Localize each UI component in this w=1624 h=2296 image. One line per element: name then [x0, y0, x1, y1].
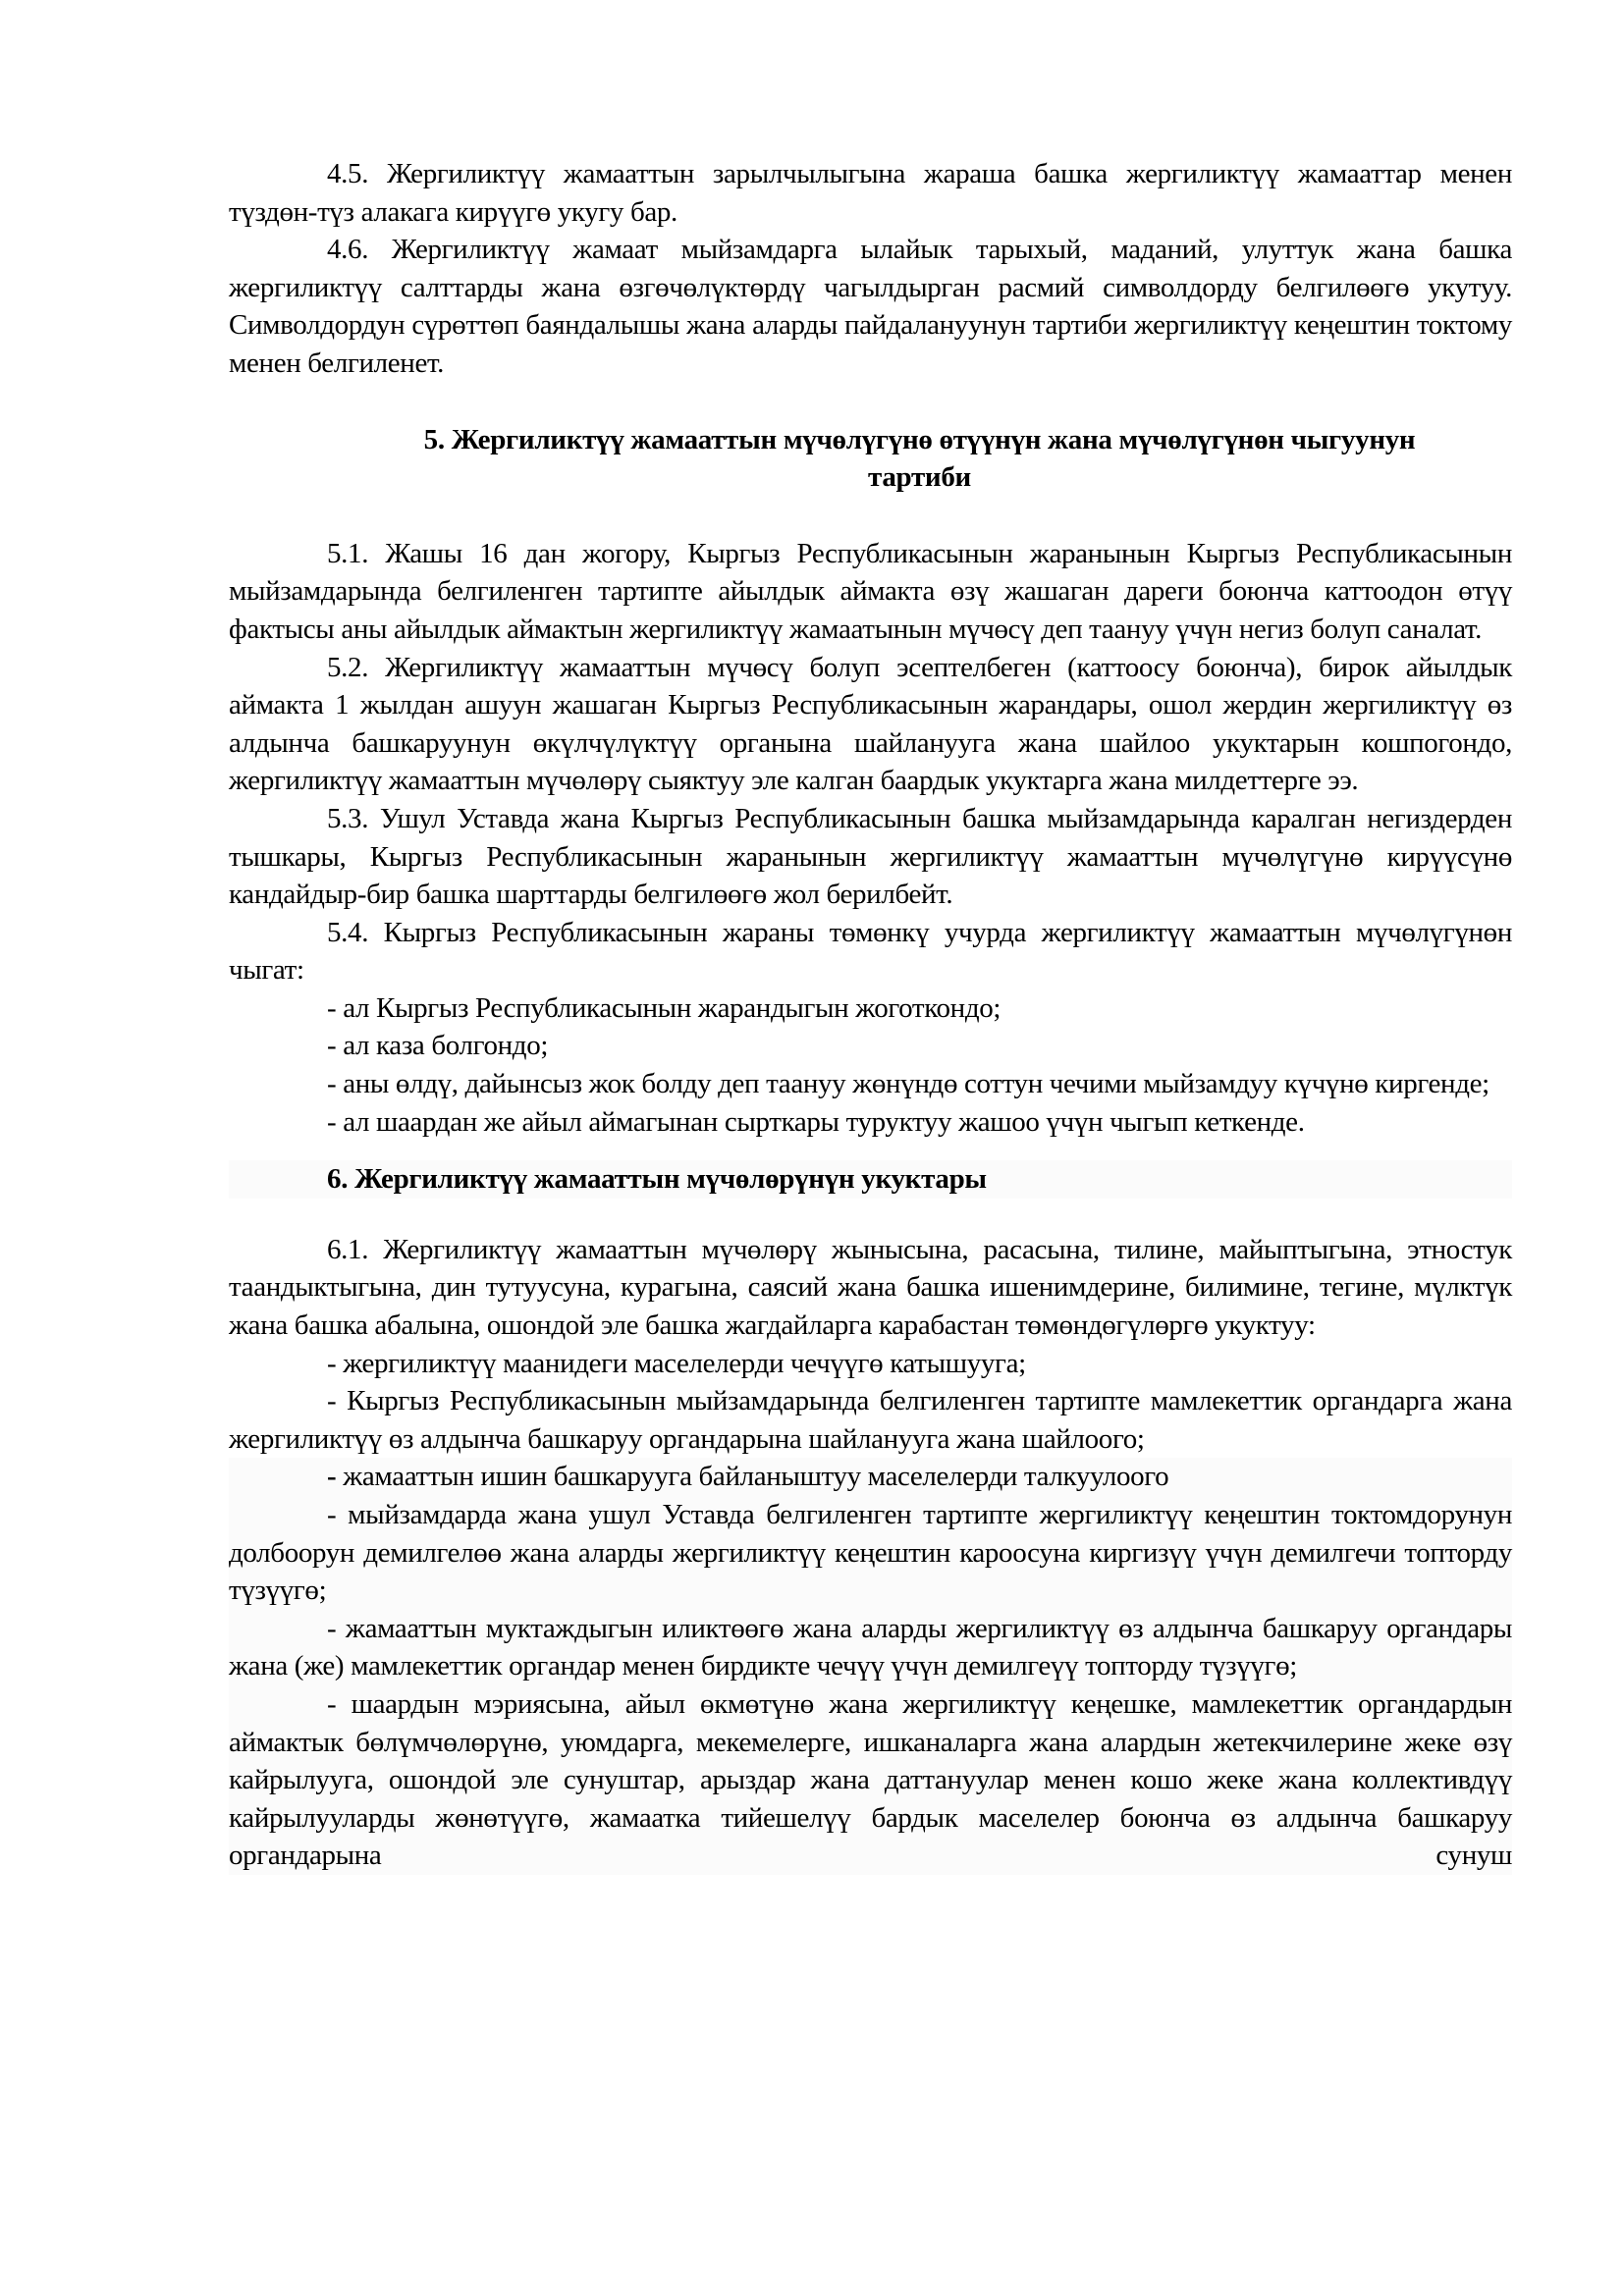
spacer — [229, 1141, 1512, 1160]
section-5-heading-line1: 5. Жергиликтүү жамааттын мүчөлүгүнө өтүүнүн жана мүчөлүгүнөн чыгуунун — [423, 423, 1416, 455]
list-item-5-4-d: - ал шаардан же айыл аймагынан сырткары туруктуу жашоо үчүн чыгып кеткенде. — [327, 1105, 1305, 1138]
shaded-block — [229, 1458, 1512, 1875]
section-5-heading-line2: тартиби — [868, 461, 971, 494]
document-page — [229, 155, 1512, 1875]
list-item-6-1-c-text: жамааттын ишин башкарууга байланыштуу маселелерди талкуулоого — [336, 1461, 1169, 1493]
list-item-6-1-d: - мыйзамдарда жана ушул Уставда белгиленген тартипте жергиликтүү кеңештин токтомдорунун долбоорун демилгелөө жана аларды жергиликтүү кеңештин кароосуна киргизүү үчүн демилгечи топторду түзүүгө; — [229, 1499, 1512, 1607]
spacer — [229, 497, 1512, 535]
section-5-heading — [229, 421, 1512, 497]
list-item-6-1-c — [229, 1458, 1512, 1496]
list-item-5-4-c: - аны өлдү, дайынсыз жок болду деп таануу жөнүндө соттун чечими мыйзамдуу күчүнө киргенде; — [327, 1068, 1489, 1100]
spacer — [229, 1199, 1512, 1231]
list-item-5-4-b: - ал каза болгондо; — [327, 1030, 549, 1062]
paragraph-4-6: 4.6. Жергиликтүү жамаат мыйзамдарга ылайык тарыхый, маданий, улуттук жана башка жергиликтүү салттарды жана өзгөчөлүктөрдү чагылдырган расмий символдорду белгилөөгө укутуу. Символдордун сүрөттөп баяндалышы жана аларды пайдалануунун тартиби жергиликтүү кеңештин токтому менен белгиленет. — [229, 234, 1512, 379]
list-item-5-4-a: - ал Кыргыз Республикасынын жарандыгын жоготкондо; — [327, 991, 1001, 1024]
paragraph-5-2: 5.2. Жергиликтүү жамааттын мүчөсү болуп эсептелбеген (каттоосу боюнча), бирок айылдык аймакта 1 жылдан ашуун жашаган Кыргыз Республикасынын жарандары, ошол жердин жергиликтүү өз алдынча башкаруунун өкүлчүлүктүү органына шайланууга жана шайлоо укуктарын кошпогондо, жергиликтүү жамааттын мүчөлөрү сыяктуу эле калган баардык укуктарга жана милдеттерге ээ. — [229, 651, 1512, 797]
paragraph-5-1: 5.1. Жашы 16 дан жогору, Кыргыз Республикасынын жаранынын Кыргыз Республикасынын мыйзамдарында белгиленген тартипте айылдык аймакта өзү жашаган дареги боюнча каттоодон өтүү фактысы аны айылдык аймактын жергиликтүү жамаатынын мүчөсү деп таануу үчүн негиз болуп саналат. — [229, 537, 1512, 645]
paragraph-6-1: 6.1. Жергиликтүү жамааттын мүчөлөрү жынысына, расасына, тилине, майыптыгына, этностук таандыктыгына, дин тутуусуна, курагына, саясий жана башка ишенимдерине, билимине, тегине, мүлктүк жана башка абалына, ошондой эле башка жагдайларга карабастан төмөндөгүлөргө укуктуу: — [229, 1233, 1512, 1342]
list-item-6-1-e: - жамааттын муктаждыгын иликтөөгө жана аларды жергиликтүү өз алдынча башкаруу органдары жана (же) мамлекеттик органдар менен бирдикте чечүү үчүн демилгеүү топторду түзүүгө; — [229, 1612, 1512, 1682]
spacer — [229, 383, 1512, 421]
paragraph-5-3: 5.3. Ушул Уставда жана Кыргыз Республикасынын башка мыйзамдарында каралган негиздерден тышкары, Кыргыз Республикасынын жаранынын жергиликтүү жамааттын мүчөлүгүнө кирүүсүнө кандайдыр-бир башка шарттарды белгилөөгө жол берилбейт. — [229, 802, 1512, 911]
list-item-6-1-a: - жергиликтүү маанидеги маселелерди чечүүгө катышууга; — [327, 1347, 1026, 1379]
bold-dash: - — [327, 1461, 337, 1493]
section-6-heading: 6. Жергиликтүү жамааттын мүчөлөрүнүн укуктары — [229, 1160, 1512, 1199]
list-item-6-1-b: - Кыргыз Республикасынын мыйзамдарында белгиленген тартипте мамлекеттик органдарга жана жергиликтүү өз алдынча башкаруу органдарына шайланууга жана шайлоого; — [229, 1385, 1512, 1455]
paragraph-4-5: 4.5. Жергиликтүү жамааттын зарылчылыгына жараша башка жергиликтүү жамааттар менен түздөн-түз алакага кирүүгө укугу бар. — [229, 158, 1512, 228]
list-item-6-1-f: - шаардын мэриясына, айыл өкмөтүнө жана жергиликтүү кеңешке, мамлекеттик органдардын аймактык бөлүмчөлөрүнө, уюмдарга, мекемелерге, ишканаларга жана алардын жетекчилерине жеке өзү кайрылууга, ошондой эле сунуштар, арыздар жана даттануулар менен кошо жеке жана коллективдүү кайрылууларды жөнөтүүгө, жамаатка тийешелүү бардык маселелер боюнча өз алдынча башкаруу органдарына сунуш — [229, 1687, 1512, 1872]
paragraph-5-4: 5.4. Кыргыз Республикасынын жараны төмөнкү учурда жергиликтүү жамааттын мүчөлүгүнөн чыгат: — [229, 916, 1512, 987]
